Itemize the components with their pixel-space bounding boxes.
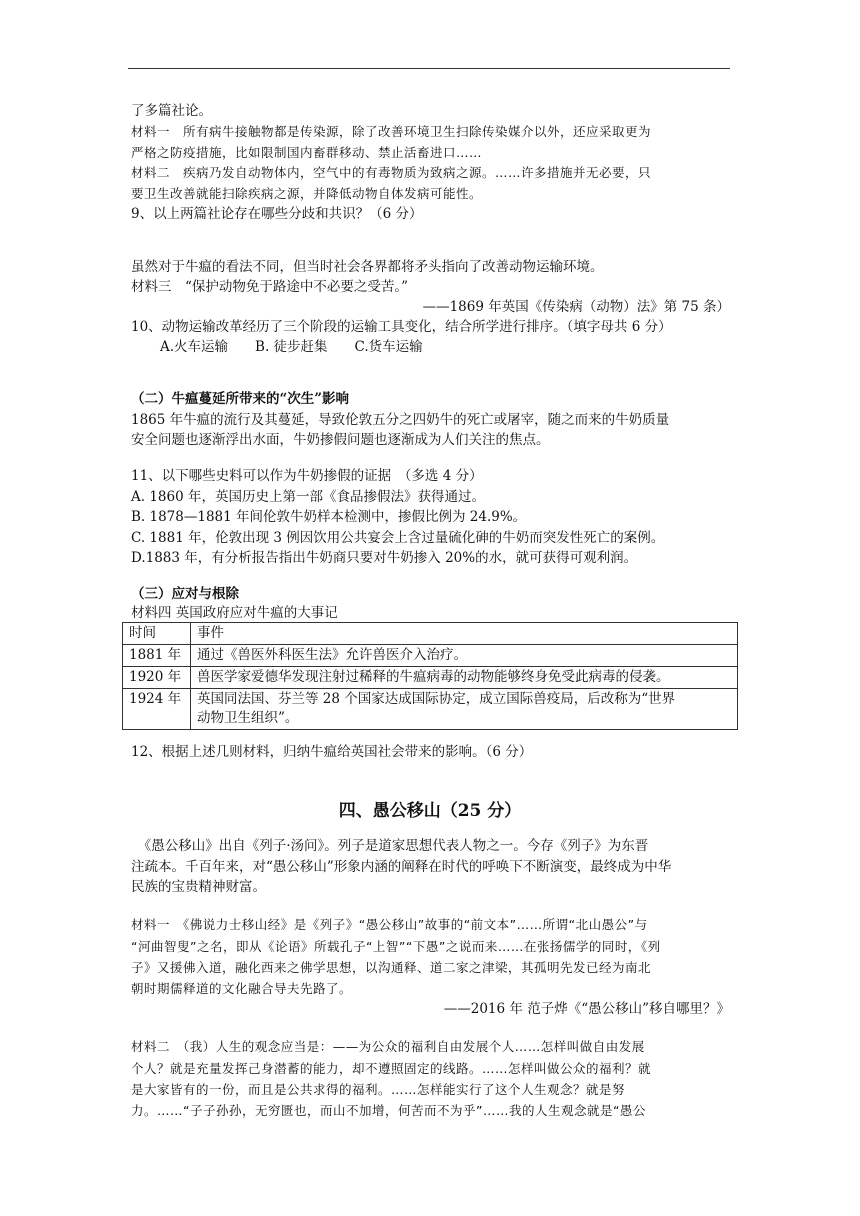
material-one-line: 朝时期儒释道的文化融合导夫先路了。	[131, 981, 353, 996]
question-11: 11、以下哪些史料可以作为牛奶掺假的证据 （多选 4 分）	[131, 468, 483, 484]
material-two-line: 力。……“子子孙孙，无穷匮也，而山不加增，何苦而不为乎”……我的人生观念就是“愚公	[131, 1103, 646, 1118]
events-table	[122, 622, 738, 730]
section-3-title: （三）应对与根除	[131, 586, 239, 602]
paragraph: 虽然对于牛瘟的看法不同，但当时社会各界都将矛头指向了改善动物运输环境。	[131, 259, 604, 275]
material-two-line: 是大家皆有的一份，而且是公共求得的福利。……怎样能实行了这个人生观念？就是努	[131, 1082, 626, 1097]
material-one-line: 子》又援佛入道，融化西来之佛学思想，以沟通释、道二家之津梁，其孤明先发已经为南北	[131, 960, 652, 975]
question-11-option-c: C. 1881 年，伦敦出现 3 例因饮用公共宴会上含过量硫化砷的牛奶而突发性死亡的案例。	[131, 530, 665, 546]
material-one-line: 严格之防疫措施，比如限制国内畜群移动、禁止活畜进口……	[131, 145, 483, 160]
section-2-title: （二）牛瘟蔓延所带来的“次生”影响	[131, 391, 350, 407]
intro-line: 民族的宝贵精神财富。	[131, 879, 266, 895]
question-11-option-d: D.1883 年，有分析报告指出牛奶商只要对牛奶掺入 20%的水，就可获得可观利润。	[131, 550, 638, 566]
cell-event	[191, 689, 738, 730]
material-three-source: ——1869 年英国《传染病（动物）法》第 75 条）	[422, 299, 730, 315]
table-row	[123, 645, 738, 667]
intro-line: 《愚公移山》出自《列子·汤问》。列子是道家思想代表人物之一。今存《列子》为东晋	[131, 838, 649, 854]
question-12: 12、根据上述几则材料，归纳牛瘟给英国社会带来的影响。（6 分）	[131, 744, 533, 760]
cell-event-line: 英国同法国、芬兰等 28 个国家达成国际协定，成立国际兽疫局，后改称为“世界	[197, 691, 676, 707]
material-one-line: 材料一 《佛说力士移山经》是《列子》“愚公移山”故事的“前文本”……所谓“北山愚公”与	[131, 917, 648, 932]
table-header-row	[123, 623, 738, 645]
material-two-line: 个人？就是充量发挥己身潜蓄的能力，却不遵照固定的线路。……怎样叫做公众的福利？就	[131, 1061, 652, 1076]
text-line: 了多篇社论。	[131, 103, 212, 119]
header-time: 时间	[123, 623, 191, 645]
material-one-line: “河曲智叟”之名，即从《论语》所载孔子“上智”“下愚”之说而来……在张扬儒学的同时，《列	[131, 939, 661, 954]
part-4-title: 四、愚公移山（25 分）	[338, 801, 522, 821]
section-2-paragraph: 1865 年牛瘟的流行及其蔓延，导致伦敦五分之四奶牛的死亡或屠宰，随之而来的牛奶质量	[131, 412, 670, 428]
cell-event: 通过《兽医外科医生法》允许兽医介入治疗。	[191, 645, 738, 667]
material-two-line: 要卫生改善就能扫除疾病之源，并降低动物自体发病可能性。	[131, 186, 483, 201]
cell-event-line: 动物卫生组织”。	[197, 710, 299, 726]
table-row	[123, 689, 738, 730]
section-2-paragraph: 安全问题也逐渐浮出水面，牛奶掺假问题也逐渐成为人们关注的焦点。	[131, 432, 550, 448]
header-rule	[128, 68, 730, 69]
material-one-line: 材料一 所有病牛接触物都是传染源，除了改善环境卫生扫除传染媒介以外，还应采取更为	[131, 124, 652, 139]
question-9: 9、以上两篇社论存在哪些分歧和共识？（6 分）	[131, 206, 423, 222]
cell-time: 1881 年	[123, 645, 191, 667]
header-event: 事件	[191, 623, 738, 645]
material-one-source: ——2016 年 范子烨《“愚公移山”移自哪里？》	[443, 1001, 730, 1017]
question-11-option-b: B. 1878—1881 年间伦敦牛奶样本检测中，掺假比例为 24.9%。	[131, 509, 527, 525]
table-row	[123, 667, 738, 689]
material-four-caption: 材料四 英国政府应对牛瘟的大事记	[131, 605, 338, 621]
material-two-line: 材料二 （我）人生的观念应当是：——为公众的福利自由发展个人……怎样叫做自由发展	[131, 1039, 645, 1054]
question-10-options: A.火车运输 B. 徒步赶集 C.货车运输	[160, 339, 423, 355]
material-two-line: 材料二 疾病乃发自动物体内，空气中的有毒物质为致病之源。……许多措施并无必要，只	[131, 165, 652, 180]
intro-line: 注疏本。千百年来，对“愚公移山”形象内涵的阐释在时代的呼唤下不断演变，最终成为中华	[131, 859, 672, 875]
cell-event: 兽医学家爱德华发现注射过稀释的牛瘟病毒的动物能够终身免受此病毒的侵袭。	[191, 667, 738, 689]
question-11-option-a: A. 1860 年，英国历史上第一部《食品掺假法》获得通过。	[131, 489, 485, 505]
cell-time: 1924 年	[123, 689, 191, 730]
question-10: 10、动物运输改革经历了三个阶段的运输工具变化，结合所学进行排序。（填字母共 6 分）	[131, 319, 672, 335]
cell-time: 1920 年	[123, 667, 191, 689]
material-three: 材料三 “保护动物免于路途中不必要之受苦。”	[131, 279, 409, 295]
